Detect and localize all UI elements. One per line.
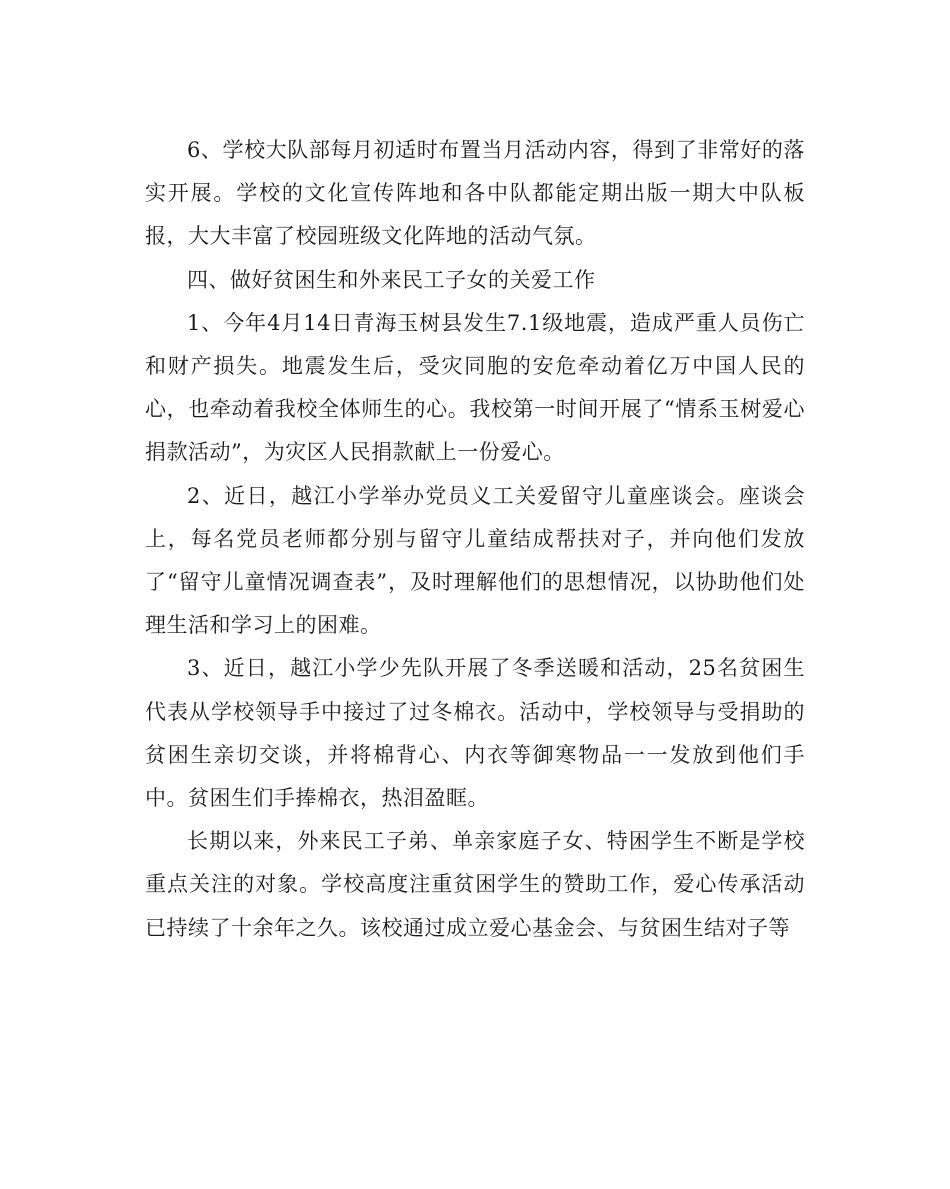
paragraph-long-term-care: 长期以来，外来民工子弟、单亲家庭子女、特困学生不断是学校重点关注的对象。学校高度注重贫困学生的赞助工作，爱心传承活动已持续了十余年之久。该校通过成立爱心基金会、与贫困生结对子等	[145, 829, 805, 940]
paragraph-activity-content: 6、学校大队部每月初适时布置当月活动内容，得到了非常好的落实开展。学校的文化宣传阵地和各中队都能定期出版一期大中队板报，大大丰富了校园班级文化阵地的活动气氛。	[145, 138, 805, 249]
paragraph-left-behind-children: 2、近日，越江小学举办党员义工关爱留守儿童座谈会。座谈会上，每名党员老师都分别与留守儿童结成帮扶对子，并向他们发放了“留守儿童情况调查表”，及时理解他们的思想情况，以协助他们处理生活和学习上的困难。	[145, 483, 805, 638]
document-body	[145, 129, 805, 950]
paragraph-yushu-donation: 1、今年4月14日青海玉树县发生7.1级地震，造成严重人员伤亡和财产损失。地震发生后，受灾同胞的安危牵动着亿万中国人民的心，也牵动着我校全体师生的心。我校第一时间开展了“情系玉树爱心捐款活动”，为灾区人民捐款献上一份爱心。	[145, 310, 805, 465]
paragraph-winter-warmth: 3、近日，越江小学少先队开展了冬季送暖和活动，25名贫困生代表从学校领导手中接过了过冬棉衣。活动中，学校领导与受捐助的贫困生亲切交谈，并将棉背心、内衣等御寒物品一一发放到他们手中。贫困生们手捧棉衣，热泪盈眶。	[145, 656, 805, 811]
section-heading-care-work: 四、做好贫困生和外来民工子女的关爱工作	[187, 267, 596, 292]
